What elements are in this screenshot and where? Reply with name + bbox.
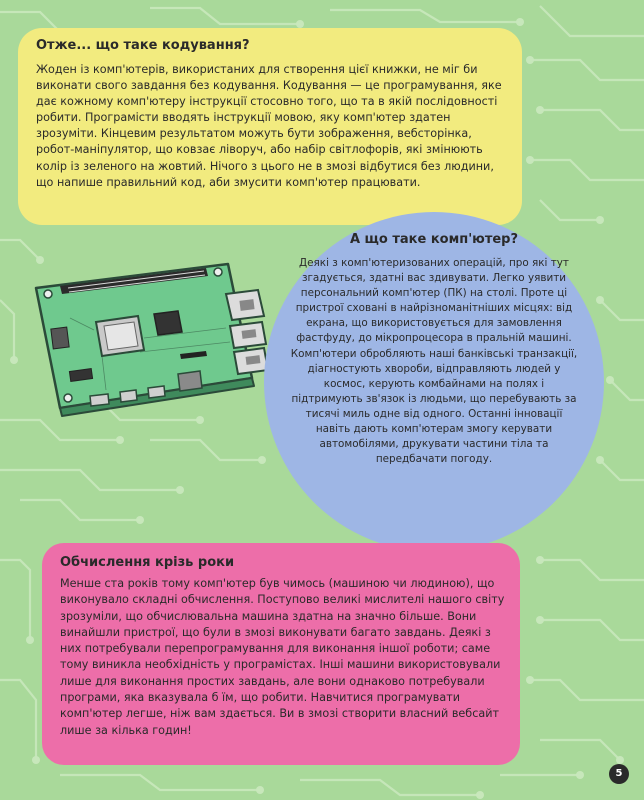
history-section [42, 543, 520, 765]
coding-section [18, 28, 522, 225]
computer-section-text: Деякі з комп'ютеризованих операцій, про які тут згадується, здатні вас здивувати. Легко уявити персональний комп'ютер (ПК) на столі. Проте ці пристрої сховані в найрізноманітніших місцях: від екрана, що використовується для замовлення фастфуду, до мікропроцесора в пральній машині. Комп'ютери обробляють наші банківські транзакції, діагностують хвороби, відправляють людей у космос, керують комбайнами на полях і підтримують зв'язок із людьми, що перебувають за тисячі миль одне від одного. Останні інновації навіть дають комп'ютерам змогу керувати автомобілями, друкувати частини тіла та передбачати погоду. [290, 257, 578, 466]
coding-section-text: Жоден із комп'ютерів, використаних для створення цієї книжки, не міг би виконати свого завдання без кодування. Кодування — це програмування, яке дає кожному комп'ютеру інструкції стосовно того, що та в якій послідовності робити. Програмісти вводять інструкції мовою, яку комп'ютер здатен зрозуміти. Кінцевим результатом можуть бути зображення, вебсторінка, робот-маніпулятор, що ковзає ліворуч, або набір світлофорів, які змінюють колір із зеленого на жовтий. Нічого з цього не в змозі відбутися без людини, що напише правильний код, аби змусити комп'ютер працювати. [36, 63, 502, 189]
coding-section-title: Отже... що таке кодування? [36, 38, 250, 53]
page-number: 5 [609, 764, 629, 784]
history-section-title: Обчислення крізь роки [60, 555, 235, 570]
computer-section [264, 212, 604, 552]
single-board-computer-illustration [30, 258, 268, 418]
computer-section-title: А що таке комп'ютер? [349, 232, 519, 247]
history-section-text: Менше ста років тому комп'ютер був чимось (машиною чи людиною), що виконувало складні обчислення. Поступово великі мислителі нашого світу зрозуміли, що обчислювальна машина здатна на значно більше. Вони винайшли пристрої, що були в змозі виконувати багато завдань. Деякі з них потребували перепрограмування для виконання іншої роботи; саме тому виникла необхідність у програмістах. Інші машини використовували лише для виконання простих завдань, але вони однаково потребували програми, яка вказувала б їм, що робити. Навчитися програмувати комп'ютер легше, ніж вам здається. Ви в змозі створити власний вебсайт лише за кілька годин! [60, 577, 505, 737]
